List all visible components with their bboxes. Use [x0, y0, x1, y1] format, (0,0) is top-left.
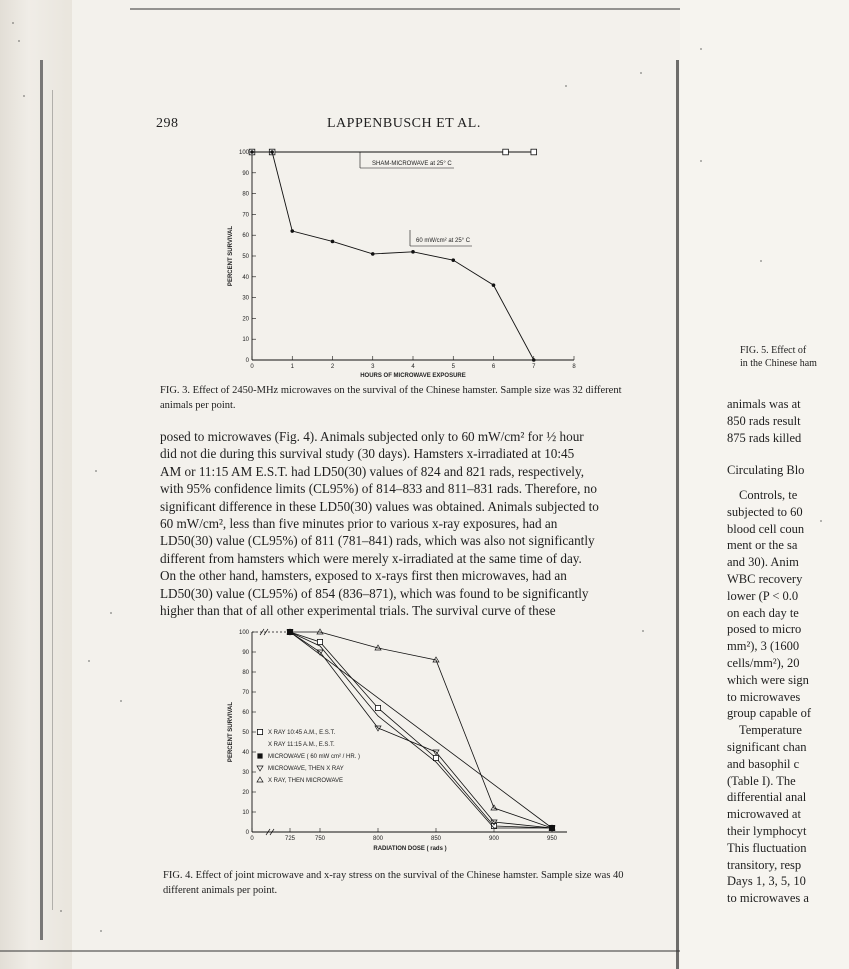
data-point: [411, 250, 415, 254]
data-point: [433, 755, 438, 760]
x-tick-label: 950: [546, 836, 558, 842]
scan-speck: [565, 85, 567, 87]
y-tick-label: 20: [242, 316, 249, 323]
legend-entry: MICROWAVE ( 60 mW cm² / HR. ): [268, 754, 360, 760]
figure-4-chart: [222, 622, 582, 862]
body-line: with 95% confidence limits (CL95%) of 814–833 and 811–831 rads. Therefore, no: [160, 481, 597, 497]
text-line: 850 rads result: [727, 413, 801, 428]
y-tick-label: 30: [242, 295, 249, 302]
scan-bottom-edge: [0, 950, 680, 952]
data-point: [451, 258, 455, 262]
y-tick-label: 60: [242, 233, 249, 240]
body-line: did not die during this survival study (30 days). Hamsters x-irradiated at 10:45: [160, 446, 575, 462]
figure-3-chart: [222, 140, 582, 382]
figure-5-caption: [740, 344, 849, 370]
text-line: subjected to 60: [727, 504, 803, 519]
data-point: [270, 150, 274, 154]
data-point: [290, 229, 294, 233]
y-tick-label: 10: [242, 810, 249, 816]
caption-line: in the Chinese ham: [740, 358, 817, 369]
x-axis-title: HOURS OF MICROWAVE EXPOSURE: [360, 373, 466, 379]
y-tick-label: 0: [245, 830, 249, 836]
body-line: posed to microwaves (Fig. 4). Animals subjected only to 60 mW/cm² for ½ hour: [160, 429, 584, 444]
data-point: [257, 729, 262, 734]
text-line: significant chan: [727, 739, 807, 754]
text-line: This fluctuation: [727, 840, 807, 855]
y-tick-label: 50: [242, 730, 249, 736]
text-line: (Table I). The: [727, 773, 796, 788]
text-line: 875 rads killed: [727, 430, 802, 445]
y-tick-label: 20: [242, 790, 249, 796]
text-line: differential anal: [727, 790, 807, 805]
scan-speck: [120, 700, 122, 702]
text-line: WBC recovery: [727, 571, 803, 586]
x-tick-label: 725: [284, 836, 296, 842]
text-line: animals was at: [727, 397, 801, 411]
y-tick-label: 40: [242, 274, 249, 281]
text-line: microwaved at: [727, 807, 801, 822]
y-tick-label: 30: [242, 770, 249, 776]
book-binding-edge: [0, 0, 72, 969]
text-line: which were sign: [727, 672, 809, 687]
legend-entry: X RAY 10:45 A.M., E.S.T.: [268, 730, 336, 736]
body-line: AM or 11:15 AM E.S.T. had LD50(30) values of 824 and 821 rads, respectively,: [160, 463, 584, 479]
page-gutter: [676, 60, 679, 969]
figure-3-caption: FIG. 3. Effect of 2450-MHz microwaves on the survival of the Chinese hamster. Sample size was 32 different animals per point.: [160, 385, 622, 411]
y-tick-label: 60: [242, 710, 249, 716]
x-tick-label: 850: [430, 836, 442, 842]
x-tick-label: 1: [290, 364, 294, 370]
scan-speck: [760, 260, 762, 262]
scan-speck: [640, 72, 642, 74]
x-tick-label: 8: [572, 364, 576, 370]
legend-entry: X RAY, THEN MICROWAVE: [268, 778, 344, 784]
y-tick-label: 50: [242, 254, 249, 260]
x-tick-label: 0: [250, 836, 254, 842]
x-tick-label: 3: [371, 364, 375, 370]
x-axis-title: RADIATION DOSE ( rads ): [373, 846, 447, 852]
scan-speck: [12, 22, 14, 24]
body-text: [160, 428, 638, 619]
text-line: on each day te: [727, 605, 799, 620]
page-number: 298: [156, 116, 179, 131]
y-tick-label: 10: [242, 337, 249, 344]
data-point: [317, 629, 323, 634]
text-line: lower (P < 0.0: [727, 588, 799, 603]
text-line: Temperature: [739, 723, 802, 738]
text-line: their lymphocyt: [727, 823, 807, 838]
body-line: significant difference in these LD50(30) values was obtained. Animals subjected to: [160, 498, 599, 514]
x-tick-label: 900: [488, 836, 500, 842]
body-line: different from hamsters which were merely x-irradiated at the same time of day.: [160, 550, 582, 566]
scan-speck: [60, 910, 62, 912]
annotation-60mw: 60 mW/cm² at 25° C: [416, 238, 471, 244]
data-point: [257, 753, 262, 758]
y-tick-label: 90: [242, 170, 249, 177]
x-tick-label: 5: [451, 364, 455, 370]
x-tick-label: 6: [491, 364, 496, 370]
scan-speck: [100, 930, 102, 932]
y-tick-label: 80: [242, 670, 249, 676]
text-line: group capable of: [727, 706, 811, 721]
y-tick-label: 80: [242, 191, 249, 198]
y-tick-label: 70: [242, 690, 249, 696]
legend-entry: MICROWAVE, THEN X RAY: [268, 766, 344, 772]
x-tick-label: 0: [250, 364, 254, 370]
running-head: LAPPENBUSCH ET AL.: [327, 116, 481, 131]
text-line: ment or the sa: [727, 538, 798, 553]
data-point: [532, 358, 536, 362]
body-line: 60 mW/cm², less than five minutes prior to various x-ray exposures, had an: [160, 516, 558, 532]
body-line: LD50(30) value (CL95%) of 811 (781–841) rads, which was also not significantly: [160, 533, 595, 549]
text-line: Controls, te: [739, 488, 798, 502]
scan-speck: [95, 470, 97, 472]
data-point: [503, 149, 509, 155]
data-point: [331, 240, 335, 244]
text-line: posed to micro: [727, 622, 802, 637]
text-line: and basophil c: [727, 756, 800, 771]
text-line: to microwaves: [727, 689, 801, 704]
scan-speck: [88, 660, 90, 662]
data-point: [250, 150, 254, 154]
text-line: and 30). Anim: [727, 555, 799, 570]
series-line: [252, 152, 534, 360]
facing-page-text: [727, 487, 849, 907]
y-axis-title: PERCENT SURVIVAL: [228, 225, 234, 287]
body-line: On the other hand, hamsters, exposed to x-rays first then microwaves, had an: [160, 568, 567, 584]
body-line: LD50(30) value (CL95%) of 854 (836–871), which was found to be significantly: [160, 585, 589, 601]
scan-speck: [820, 520, 822, 522]
text-line: to microwaves a: [727, 891, 809, 906]
x-tick-label: 7: [532, 364, 536, 370]
scan-speck: [110, 612, 112, 614]
figure-3-svg: [222, 140, 582, 382]
annotation-sham: SHAM-MICROWAVE at 25° C: [372, 161, 452, 167]
y-tick-label: 0: [245, 358, 249, 364]
figure-4-caption: FIG. 4. Effect of joint microwave and x-ray stress on the survival of the Chinese hamster. Sample size was 40 different animals per point.: [163, 870, 624, 896]
text-line: blood cell coun: [727, 521, 805, 536]
y-tick-label: 90: [242, 650, 249, 656]
y-tick-label: 100: [238, 150, 249, 156]
data-point: [371, 252, 375, 256]
data-point: [375, 705, 380, 710]
facing-page-text-top: [727, 396, 849, 446]
scan-speck: [18, 40, 20, 42]
legend-entry: X RAY 11:15 A.M., E.S.T.: [268, 742, 335, 748]
text-line: cells/mm²), 20: [727, 655, 800, 670]
scan-speck: [23, 95, 25, 97]
scan-speck: [700, 160, 702, 162]
x-tick-label: 800: [372, 836, 384, 842]
scan-speck: [700, 48, 702, 50]
y-tick-label: 100: [238, 630, 249, 636]
body-line: higher than that of all other experimental trials. The survival curve of these: [160, 603, 556, 619]
y-tick-label: 70: [242, 212, 249, 219]
data-point: [531, 149, 537, 155]
data-point: [257, 777, 263, 782]
figure-4-svg: [222, 622, 582, 862]
x-tick-label: 4: [411, 364, 415, 370]
section-heading: Circulating Blo: [727, 463, 805, 477]
data-point: [257, 766, 263, 771]
text-line: Days 1, 3, 5, 10: [727, 874, 806, 889]
text-line: transitory, resp: [727, 857, 802, 872]
data-point: [317, 639, 322, 644]
data-point: [492, 283, 496, 287]
caption-line: FIG. 5. Effect of: [740, 345, 807, 356]
text-line: mm²), 3 (1600: [727, 639, 800, 654]
x-tick-label: 750: [314, 836, 326, 842]
y-axis-title: PERCENT SURVIVAL: [228, 701, 234, 763]
y-tick-label: 40: [242, 750, 249, 756]
x-tick-label: 2: [330, 364, 335, 370]
scan-speck: [642, 630, 644, 632]
